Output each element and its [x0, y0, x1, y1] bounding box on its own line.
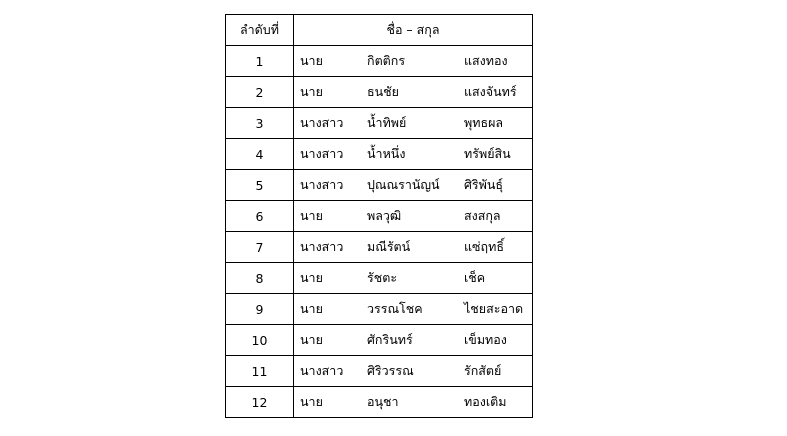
row-full-name [294, 170, 533, 201]
last-name: สงสกุล [464, 208, 501, 223]
table-row [226, 201, 533, 232]
row-number: 2 [226, 77, 294, 108]
header-name: ชื่อ – สกุล [294, 15, 533, 46]
first-name: ศักรินทร์ [367, 332, 413, 347]
table-row [226, 108, 533, 139]
table-row [226, 387, 533, 418]
table-row [226, 46, 533, 77]
row-full-name [294, 46, 533, 77]
table-row [226, 139, 533, 170]
last-name: แซ่ฤทธิ์ [464, 239, 504, 254]
row-number: 3 [226, 108, 294, 139]
first-name: รัชตะ [367, 270, 398, 285]
row-number: 4 [226, 139, 294, 170]
last-name: แสงจันทร์ [464, 84, 517, 99]
first-name: กิตติกร [367, 53, 406, 68]
name-prefix: นาย [300, 53, 323, 68]
name-prefix: นาย [300, 332, 323, 347]
header-row [226, 15, 533, 46]
name-prefix: นาย [300, 301, 323, 316]
name-prefix: นาย [300, 208, 323, 223]
name-prefix: นางสาว [300, 239, 344, 254]
table-row [226, 325, 533, 356]
row-full-name [294, 201, 533, 232]
row-full-name [294, 139, 533, 170]
row-number: 1 [226, 46, 294, 77]
last-name: รักสัตย์ [464, 363, 502, 378]
first-name: วรรณโชค [367, 301, 423, 316]
name-prefix: นาย [300, 84, 323, 99]
table-row [226, 294, 533, 325]
name-prefix: นาย [300, 270, 323, 285]
table-row [226, 232, 533, 263]
row-number: 12 [226, 387, 294, 418]
row-full-name [294, 356, 533, 387]
last-name: ทรัพย์สิน [464, 146, 511, 161]
first-name: อนุชา [367, 394, 399, 409]
table-body [226, 46, 533, 418]
row-number: 11 [226, 356, 294, 387]
last-name: ศิริพันธุ์ [464, 177, 504, 192]
last-name: ไชยสะอาด [464, 301, 524, 316]
row-full-name [294, 232, 533, 263]
row-full-name [294, 325, 533, 356]
row-number: 7 [226, 232, 294, 263]
last-name: แสงทอง [464, 53, 508, 68]
name-prefix: นางสาว [300, 146, 344, 161]
first-name: ศิริวรรณ [367, 363, 414, 378]
first-name: ธนชัย [367, 84, 399, 99]
table-row [226, 77, 533, 108]
first-name: น้ำทิพย์ [367, 115, 407, 130]
last-name: ทองเติม [464, 394, 507, 409]
last-name: เข็มทอง [464, 332, 507, 347]
row-number: 10 [226, 325, 294, 356]
row-number: 5 [226, 170, 294, 201]
row-full-name [294, 387, 533, 418]
first-name: น้ำหนึ่ง [367, 146, 406, 161]
name-list-table [225, 14, 533, 418]
row-full-name [294, 263, 533, 294]
table-header [226, 15, 533, 46]
last-name: พุทธผล [464, 115, 504, 130]
row-number: 8 [226, 263, 294, 294]
last-name: เช็ค [464, 270, 486, 285]
name-prefix: นางสาว [300, 363, 344, 378]
first-name: ปุณณรานัญน์ [367, 177, 440, 192]
first-name: มณีรัตน์ [367, 239, 411, 254]
name-prefix: นาย [300, 394, 323, 409]
row-full-name [294, 294, 533, 325]
table-row [226, 170, 533, 201]
row-full-name [294, 108, 533, 139]
header-order: ลำดับที่ [226, 15, 294, 46]
first-name: พลวุฒิ [367, 208, 402, 223]
name-prefix: นางสาว [300, 115, 344, 130]
row-number: 6 [226, 201, 294, 232]
row-full-name [294, 77, 533, 108]
table-row [226, 356, 533, 387]
table-row [226, 263, 533, 294]
name-prefix: นางสาว [300, 177, 344, 192]
row-number: 9 [226, 294, 294, 325]
